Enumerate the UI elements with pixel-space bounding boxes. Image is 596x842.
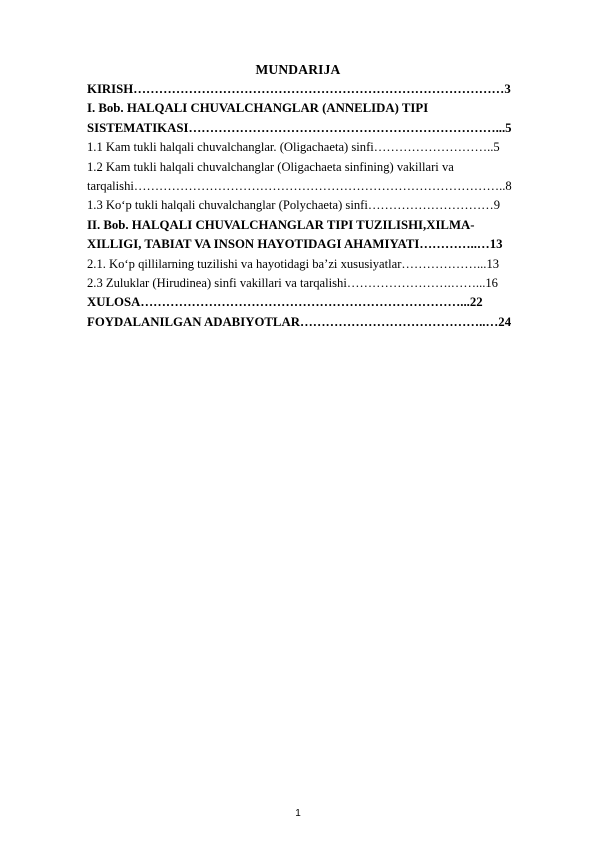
- toc-section-1-2-line2: tarqalishi……………………………………………………………………………..8: [87, 178, 512, 193]
- toc-section-1-2-line1: 1.2 Kam tukli halqali chuvalchanglar (Oligachaeta sinfining) vakillari va: [87, 159, 454, 174]
- table-of-contents: [87, 80, 553, 332]
- toc-chapter-1-title-line1: I. Bob. HALQALI CHUVALCHANGLAR (ANNELIDA) TIPI: [87, 101, 429, 116]
- toc-chapter-2-title-line1: II. Bob. HALQALI CHUVALCHANGLAR TIPI TUZILISHI,XILMA-: [87, 217, 475, 232]
- toc-section-1-3: 1.3 Ko‘p tukli halqali chuvalchanglar (Polychaeta) sinfi…………………………9: [87, 198, 501, 213]
- toc-section-2-3: 2.3 Zuluklar (Hirudinea) sinfi vakillari va tarqalishi…………………….……...16: [87, 275, 498, 290]
- toc-section-1-1: 1.1 Kam tukli halqali chuvalchanglar. (Oligachaeta) sinfi………………………..5: [87, 140, 500, 155]
- page-number: 1: [295, 808, 301, 819]
- toc-chapter-1-title-line2: SISTEMATIKASI………………………………………………………………...5: [87, 120, 512, 135]
- toc-section-2-1: 2.1. Ko‘p qillilarning tuzilishi va hayotidagi ba’zi xususiyatlar………………...13: [87, 256, 500, 271]
- toc-entry-kirish: KIRISH……………………………………………………………………………3: [87, 82, 511, 96]
- toc-entry-xulosa: XULOSA…………………………………………………………………...22: [87, 295, 483, 310]
- toc-title: MUNDARIJA: [255, 62, 341, 77]
- toc-entry-references: FOYDALANILGAN ADABIYOTLAR……………………………………..…24: [87, 314, 512, 329]
- toc-chapter-2-title-line2: XILLIGI, TABIAT VA INSON HAYOTIDAGI AHAMIYATI…………..…13: [87, 237, 503, 252]
